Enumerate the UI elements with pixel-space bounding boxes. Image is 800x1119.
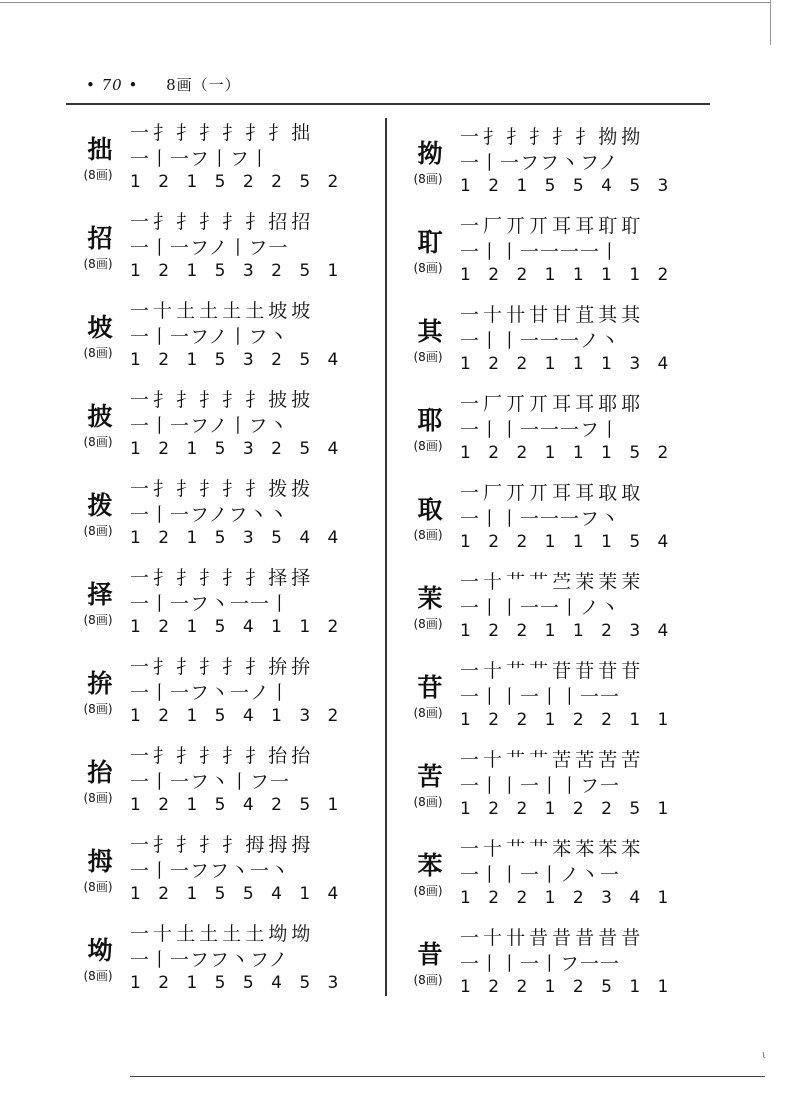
headword: 披: [87, 402, 113, 431]
stroke-order-numbers: 1 2 1 5 5 4 1 4: [130, 884, 345, 904]
stroke-build-sequence: 一 扌 扌 扌 扌 扌 拗 拗: [460, 126, 640, 148]
stroke-order-numbers: 1 2 1 5 2 2 5 2: [130, 172, 345, 192]
stroke-count: (8画): [83, 969, 113, 983]
character-entry: [406, 300, 706, 388]
stroke-build-sequence: 一 十 卄 甘 甘 苴 其 其: [460, 304, 640, 326]
stroke-build-sequence: 一 十 艹 艹 苷 苷 苷 苷: [460, 660, 640, 682]
stroke-count: (8画): [83, 524, 113, 538]
stroke-build-sequence: 一 扌 扌 扌 扌 扌 披 披: [130, 389, 310, 411]
stroke-order-numbers: 1 2 2 1 2 2 5 1: [460, 799, 675, 819]
stroke-order-numbers: 1 2 2 1 1 2 3 4: [460, 621, 675, 641]
stroke-shapes: 一丨丨一丨丨フ一: [460, 775, 621, 797]
stroke-build-sequence: 一 十 艹 艹 苎 茉 茉 茉: [460, 571, 640, 593]
character-entry: [76, 830, 376, 918]
stroke-build-sequence: 一 厂 丌 丌 耳 耳 取 取: [460, 482, 640, 504]
headword: 取: [417, 495, 443, 524]
headword: 耵: [417, 228, 443, 257]
stroke-order-numbers: 1 2 2 1 2 3 4 1: [460, 888, 675, 908]
stroke-count: (8画): [83, 702, 113, 716]
stroke-shapes: 一丨一フノ丨フ丶: [130, 415, 289, 437]
headword: 拚: [87, 669, 113, 698]
stroke-count: (8画): [413, 261, 443, 275]
top-scan-border: [0, 2, 770, 3]
stroke-count: (8画): [83, 791, 113, 805]
character-entry: [76, 207, 376, 295]
stroke-build-sequence: 一 十 卄 昔 昔 昔 昔 昔: [460, 927, 640, 949]
headword: 苦: [417, 762, 443, 791]
headword: 其: [417, 317, 443, 346]
stroke-count: (8画): [413, 884, 443, 898]
stroke-shapes: 一丨一フノ丨フ一: [130, 237, 289, 259]
stroke-build-sequence: 一 扌 扌 扌 扌 扌 抬 抬: [130, 745, 310, 767]
stroke-build-sequence: 一 扌 扌 扌 扌 扌 扌 拙: [130, 122, 310, 144]
stroke-shapes: 一丨丨一一一フ丨: [460, 419, 621, 441]
stroke-build-sequence: 一 扌 扌 扌 扌 拇 拇 拇: [130, 834, 310, 856]
stroke-order-numbers: 1 2 1 5 3 2 5 4: [130, 439, 345, 459]
character-entry: [406, 211, 706, 299]
stroke-build-sequence: 一 扌 扌 扌 扌 扌 拚 拚: [130, 656, 310, 678]
headword: 坳: [87, 936, 113, 965]
stroke-build-sequence: 一 十 土 土 土 土 坡 坡: [130, 300, 310, 322]
stroke-build-sequence: 一 扌 扌 扌 扌 扌 择 择: [130, 567, 310, 589]
headword: 坡: [87, 313, 113, 342]
stroke-order-numbers: 1 2 1 5 5 4 5 3: [130, 973, 345, 993]
page-number: • 70 •: [86, 76, 139, 94]
stroke-shapes: 一丨丨一丨ノ丶一: [460, 864, 621, 886]
scan-speck: ι: [762, 1050, 766, 1061]
stroke-shapes: 一丨丨一一一一丨: [460, 241, 621, 263]
stroke-build-sequence: 一 扌 扌 扌 扌 扌 招 招: [130, 211, 310, 233]
stroke-shapes: 一丨一フ丨フ丨: [130, 148, 271, 170]
stroke-order-numbers: 1 2 1 5 5 4 5 3: [460, 176, 675, 196]
header-rule: [66, 103, 710, 105]
stroke-order-numbers: 1 2 1 5 4 1 1 2: [130, 617, 345, 637]
stroke-shapes: 一丨一フノフ丶丶: [130, 504, 289, 526]
character-entry: [406, 567, 706, 655]
character-entry: [76, 652, 376, 740]
stroke-order-numbers: 1 2 2 1 1 1 5 2: [460, 443, 675, 463]
column-divider: [385, 118, 387, 996]
headword: 拨: [87, 491, 113, 520]
character-entry: [76, 296, 376, 384]
stroke-shapes: 一丨一フ丶一一丨: [130, 593, 291, 615]
character-entry: [76, 741, 376, 829]
stroke-count: (8画): [83, 168, 113, 182]
character-entry: [406, 478, 706, 566]
stroke-build-sequence: 一 厂 丌 丌 耳 耳 耵 耵: [460, 215, 640, 237]
character-entry: [406, 656, 706, 744]
stroke-order-numbers: 1 2 2 1 1 1 1 2: [460, 265, 675, 285]
stroke-shapes: 一丨一フ丶一ノ丨: [130, 682, 291, 704]
headword: 昔: [417, 940, 443, 969]
stroke-order-numbers: 1 2 2 1 1 1 5 4: [460, 532, 675, 552]
stroke-count: (8画): [413, 973, 443, 987]
stroke-shapes: 一丨丨一丨丨一一: [460, 686, 621, 708]
headword: 拇: [87, 847, 113, 876]
stroke-shapes: 一丨丨一一丨ノ丶: [460, 597, 621, 619]
page-header: [86, 74, 241, 95]
stroke-count: (8画): [83, 880, 113, 894]
stroke-order-numbers: 1 2 2 1 2 2 1 1: [460, 710, 675, 730]
stroke-count: (8画): [413, 172, 443, 186]
character-entry: [76, 563, 376, 651]
stroke-build-sequence: 一 十 艹 艹 苦 苦 苦 苦: [460, 749, 640, 771]
stroke-shapes: 一丨丨一丨フ一一: [460, 953, 621, 975]
stroke-build-sequence: 一 十 土 土 土 土 坳 坳: [130, 923, 310, 945]
stroke-count: (8画): [413, 350, 443, 364]
stroke-shapes: 一丨一フフ丶フノ: [130, 949, 289, 971]
character-entry: [76, 118, 376, 206]
character-entry: [406, 834, 706, 922]
stroke-count: (8画): [83, 346, 113, 360]
headword: 茉: [417, 584, 443, 613]
stroke-shapes: 一丨丨一一一フ丶: [460, 508, 621, 530]
section-title: 8画（一）: [166, 76, 241, 94]
headword: 耶: [417, 406, 443, 435]
stroke-count: (8画): [83, 257, 113, 271]
headword: 拙: [87, 135, 113, 164]
headword: 抬: [87, 758, 113, 787]
character-entry: [406, 745, 706, 833]
stroke-shapes: 一丨一フフ丶一丶: [130, 860, 291, 882]
stroke-order-numbers: 1 2 2 1 1 1 3 4: [460, 354, 675, 374]
character-entry: [76, 474, 376, 562]
character-entry: [406, 389, 706, 477]
stroke-count: (8画): [83, 613, 113, 627]
character-entry: [406, 923, 706, 1011]
headword: 苯: [417, 851, 443, 880]
character-entry: [76, 919, 376, 1007]
stroke-order-numbers: 1 2 1 5 3 2 5 4: [130, 350, 345, 370]
stroke-order-numbers: 1 2 1 5 4 1 3 2: [130, 706, 345, 726]
stroke-build-sequence: 一 厂 丌 丌 耳 耳 耶 耶: [460, 393, 640, 415]
stroke-count: (8画): [413, 528, 443, 542]
stroke-order-numbers: 1 2 1 5 3 5 4 4: [130, 528, 345, 548]
stroke-shapes: 一丨一フフ丶フノ: [460, 152, 619, 174]
headword: 苷: [417, 673, 443, 702]
footer-rule: [130, 1076, 765, 1077]
stroke-build-sequence: 一 十 艹 艹 苯 苯 苯 苯: [460, 838, 640, 860]
stroke-shapes: 一丨丨一一一ノ丶: [460, 330, 621, 352]
headword: 拗: [417, 139, 443, 168]
stroke-shapes: 一丨一フ丶丨フ一: [130, 771, 291, 793]
character-entry: [76, 385, 376, 473]
stroke-build-sequence: 一 扌 扌 扌 扌 扌 拨 拨: [130, 478, 310, 500]
headword: 择: [87, 580, 113, 609]
stroke-count: (8画): [413, 706, 443, 720]
stroke-order-numbers: 1 2 1 5 3 2 5 1: [130, 261, 345, 281]
stroke-shapes: 一丨一フノ丨フ丶: [130, 326, 289, 348]
stroke-count: (8画): [413, 795, 443, 809]
right-scan-border: [770, 0, 771, 45]
stroke-count: (8画): [413, 617, 443, 631]
stroke-order-numbers: 1 2 1 5 4 2 5 1: [130, 795, 345, 815]
stroke-count: (8画): [83, 435, 113, 449]
stroke-count: (8画): [413, 439, 443, 453]
stroke-order-numbers: 1 2 2 1 2 5 1 1: [460, 977, 675, 997]
headword: 招: [87, 224, 113, 253]
character-entry: [406, 122, 706, 210]
